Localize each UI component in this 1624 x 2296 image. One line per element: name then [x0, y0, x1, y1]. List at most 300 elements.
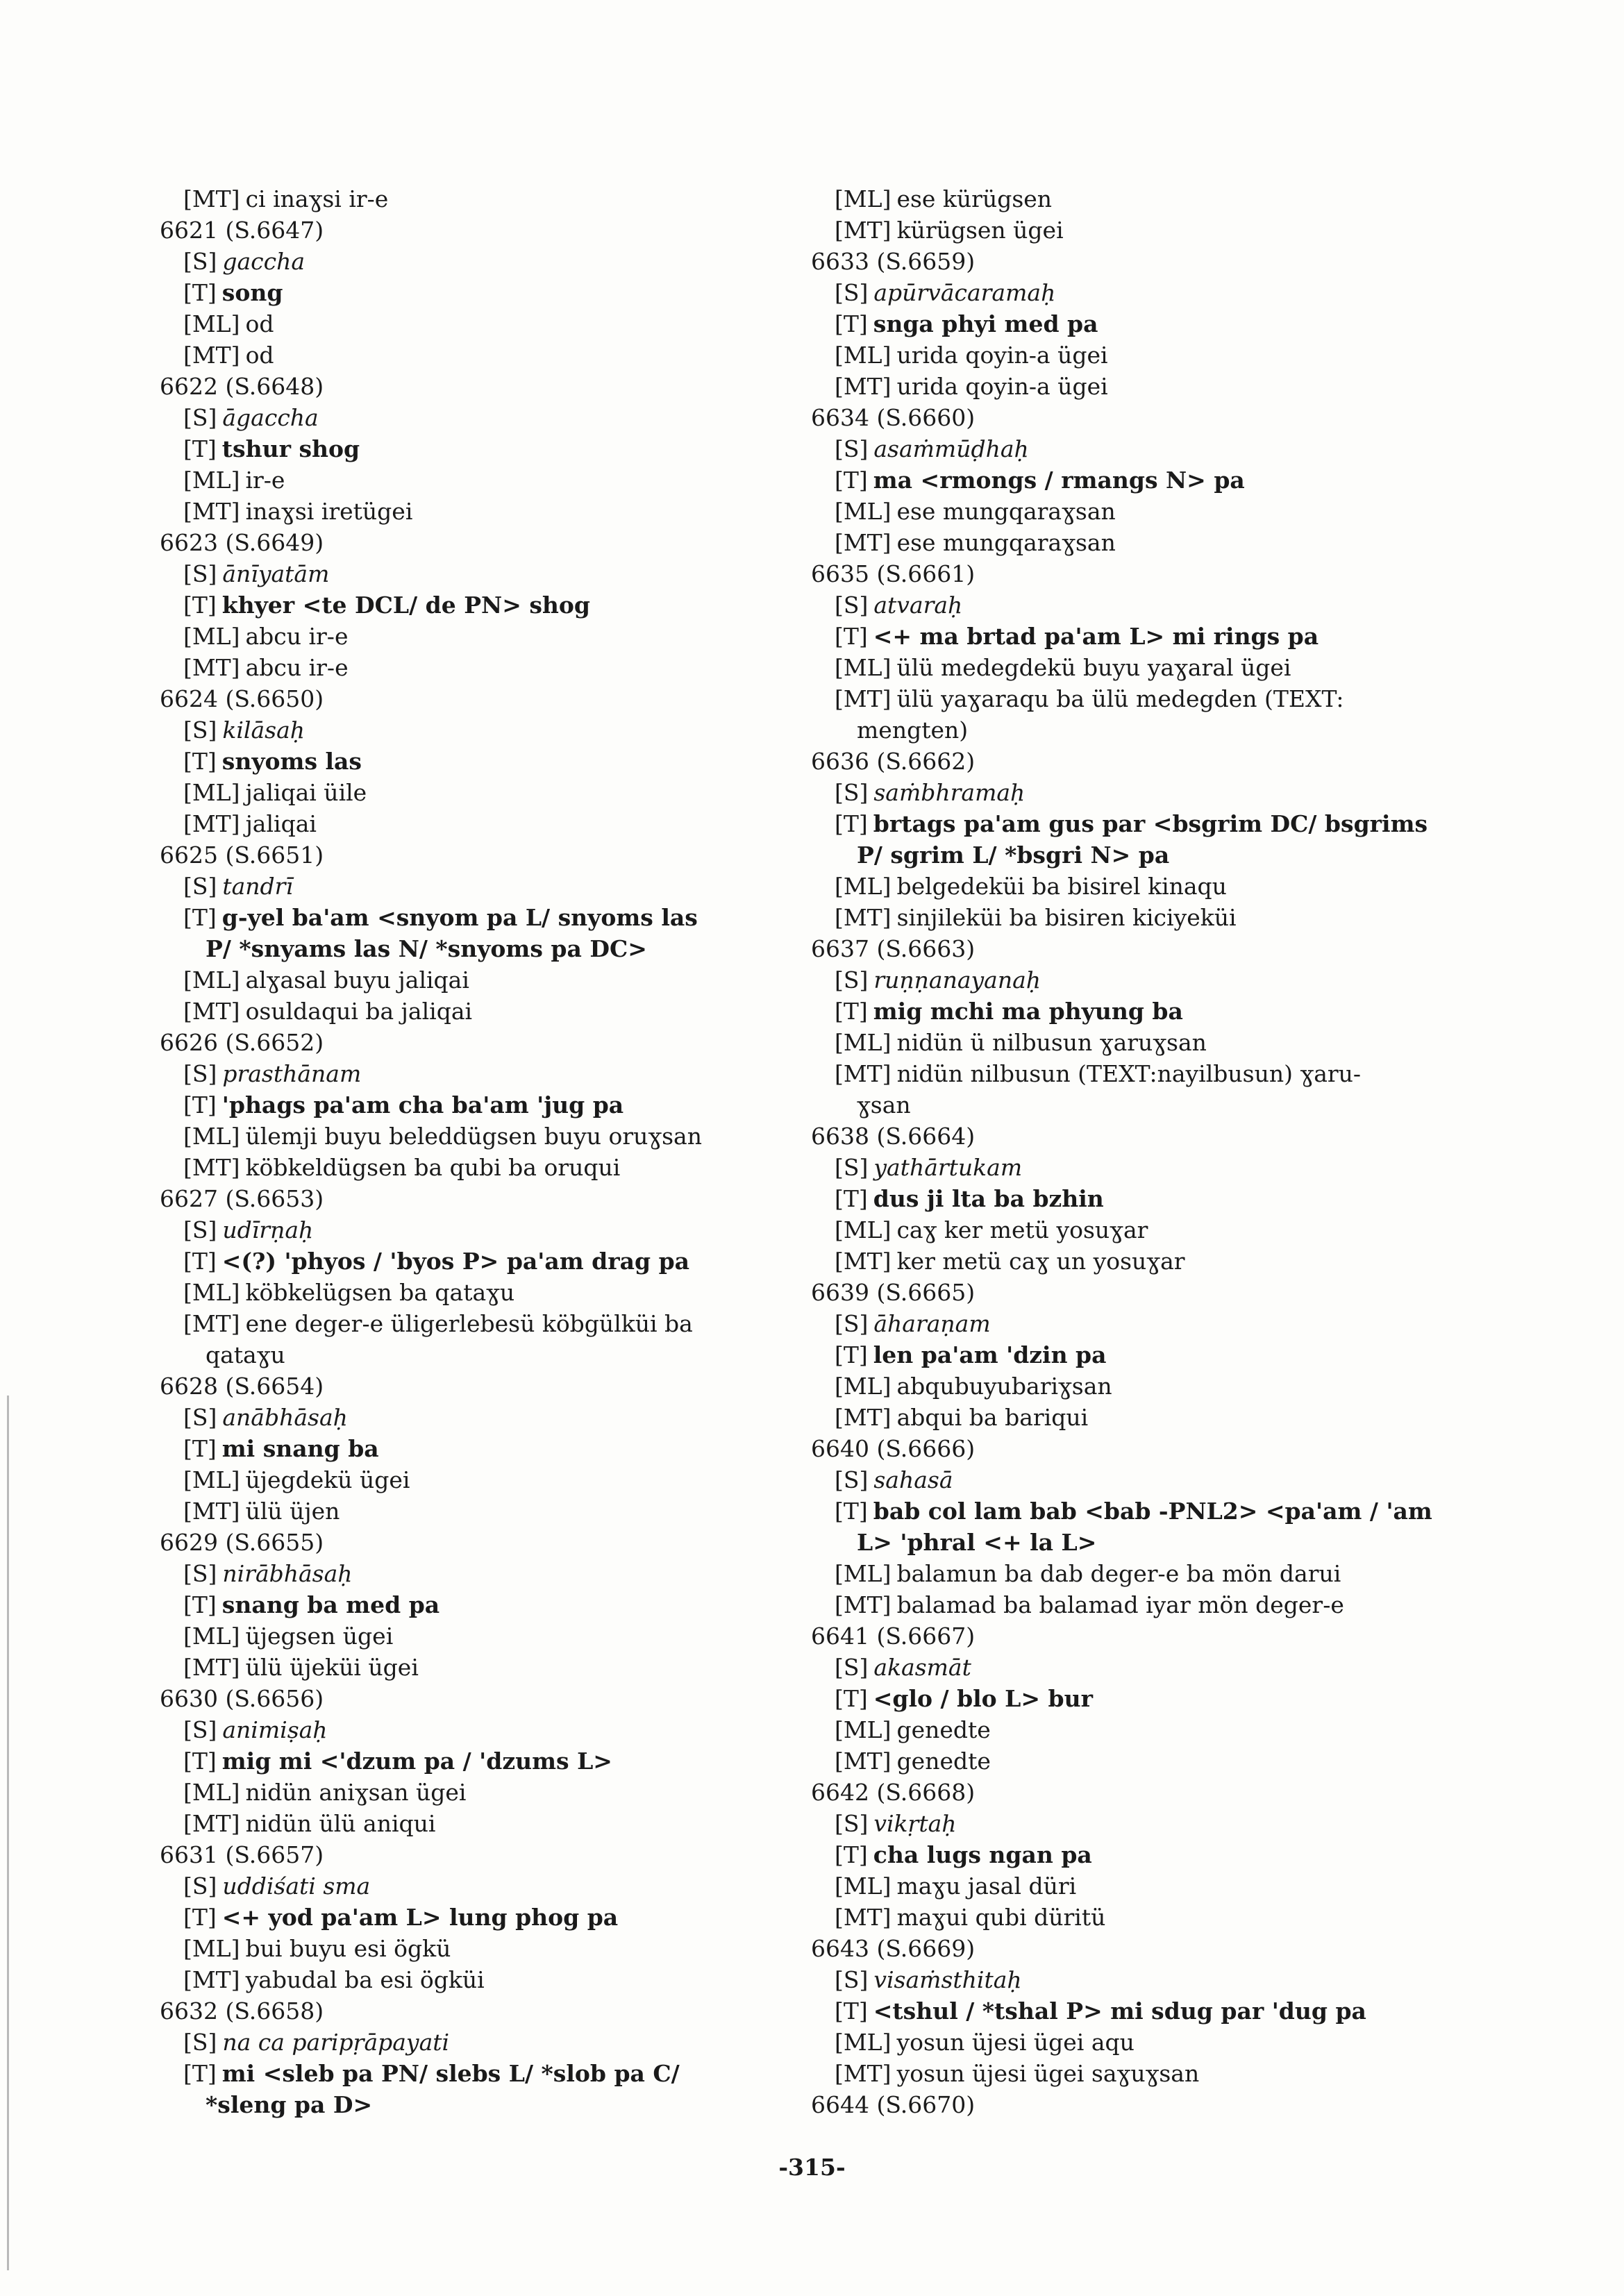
entry-text: nidün aniɣsan ügei	[245, 1779, 467, 1806]
entry-line	[160, 1933, 854, 1964]
entry-text: atvaraḥ	[873, 592, 963, 619]
entry-text: na ca paripṛāpayati	[222, 2029, 450, 2056]
language-tag: [MT]	[835, 1748, 891, 1775]
entry-text: snyoms las	[221, 748, 362, 775]
language-tag: [ML]	[183, 966, 240, 994]
entry-line	[160, 183, 854, 215]
entry-text: *sleng pa D>	[206, 2091, 373, 2118]
entry-line	[811, 1870, 1505, 1902]
language-tag: [T]	[183, 1904, 217, 1931]
entry-line	[160, 433, 854, 464]
entry-line	[811, 621, 1505, 652]
language-tag: [T]	[183, 2060, 217, 2087]
entry-text: abqubuyubariɣsan	[896, 1373, 1112, 1400]
entry-number: 6624 (S.6650)	[160, 685, 324, 712]
language-tag: [ML]	[835, 498, 891, 525]
entry-line	[160, 1433, 854, 1464]
language-tag: [ML]	[183, 1466, 240, 1493]
entry-text: mengten)	[857, 717, 969, 744]
entry-text: kürügsen ügei	[896, 217, 1064, 244]
language-tag: [MT]	[835, 1060, 891, 1087]
entry-line	[811, 1214, 1505, 1246]
language-tag: [ML]	[183, 1935, 240, 1962]
entry-line	[160, 308, 854, 340]
language-tag: [ML]	[835, 1716, 891, 1743]
entry-line	[811, 652, 1505, 683]
entry-text: mi snang ba	[221, 1435, 379, 1462]
entry-line	[811, 1652, 1505, 1683]
entry-line	[160, 464, 854, 496]
language-tag: [MT]	[835, 685, 891, 712]
entry-text: üjegsen ügei	[245, 1623, 394, 1650]
entry-text: len pa'am 'dzin pa	[873, 1341, 1107, 1368]
entry-text: animiṣaḥ	[222, 1716, 328, 1743]
entry-text: cha lugs ngan pa	[873, 1841, 1092, 1868]
language-tag: [S]	[835, 1154, 869, 1181]
entry-line	[160, 714, 854, 746]
entry-text: yosun üjesi ügei saɣuɣsan	[896, 2060, 1200, 2087]
language-tag: [S]	[835, 435, 869, 462]
language-tag: [S]	[835, 1654, 869, 1681]
entry-number: 6621 (S.6647)	[160, 217, 324, 244]
entry-text: ma <rmongs / rmangs N> pa	[873, 467, 1245, 494]
entry-number: 6643 (S.6669)	[811, 1935, 976, 1962]
entry-text: ülü üjeküi ügei	[245, 1654, 419, 1681]
language-tag: [MT]	[183, 342, 240, 369]
language-tag: [S]	[835, 1966, 869, 1993]
entry-line	[811, 371, 1505, 402]
entry-text: ese mungqaraɣsan	[896, 498, 1116, 525]
language-tag: [T]	[183, 1248, 217, 1275]
entry-number: 6640 (S.6666)	[811, 1435, 976, 1462]
language-tag: [S]	[183, 873, 217, 900]
language-tag: [S]	[183, 1560, 217, 1587]
entry-line	[811, 1339, 1505, 1371]
entry-line	[160, 996, 854, 1027]
language-tag: [S]	[183, 2029, 217, 2056]
entry-text: ülü medegdekü buyu yaɣaral ügei	[896, 654, 1291, 681]
entry-text: bui buyu esi ögkü	[245, 1935, 451, 1962]
entry-line	[811, 808, 1505, 839]
entry-continuation-line	[811, 1527, 1505, 1558]
entry-text: sinjileküi ba bisiren kiciyeküi	[896, 904, 1237, 931]
entry-line	[811, 1558, 1505, 1589]
entry-text: abqui ba bariqui	[896, 1404, 1089, 1431]
entry-text: urida qoyin-a ügei	[896, 373, 1108, 400]
language-tag: [S]	[183, 404, 217, 431]
language-tag: [T]	[183, 748, 217, 775]
entry-continuation-line	[811, 1089, 1505, 1121]
entry-line	[160, 1214, 854, 1246]
entry-text: tandrī	[222, 873, 294, 900]
entry-text: song	[221, 279, 283, 306]
entry-text: L> 'phral <+ la L>	[857, 1529, 1097, 1556]
language-tag: [ML]	[835, 654, 891, 681]
entry-text: 'phags pa'am cha ba'am 'jug pa	[221, 1091, 624, 1118]
entry-text: snga phyi med pa	[873, 310, 1098, 337]
entry-line	[160, 277, 854, 308]
entry-line	[160, 1495, 854, 1527]
entry-line	[160, 1589, 854, 1620]
language-tag: [MT]	[835, 1591, 891, 1618]
entry-line	[811, 1027, 1505, 1058]
entry-text: asaṁmūḍhaḥ	[873, 435, 1029, 462]
entry-number: 6631 (S.6657)	[160, 1841, 324, 1868]
entry-text: vikṛtaḥ	[873, 1810, 957, 1837]
entry-number: 6627 (S.6653)	[160, 1185, 324, 1212]
entry-number: 6635 (S.6661)	[811, 560, 976, 587]
language-tag: [MT]	[835, 1248, 891, 1275]
language-tag: [MT]	[183, 810, 240, 837]
entry-text: udīrṇaḥ	[222, 1216, 314, 1243]
entry-text: yathārtukam	[873, 1154, 1023, 1181]
entry-line	[160, 1464, 854, 1495]
entry-line	[811, 340, 1505, 371]
entry-continuation-line	[811, 714, 1505, 746]
entry-text: ese kürügsen	[896, 185, 1053, 212]
language-tag: [MT]	[183, 1966, 240, 1993]
entry-text: tshur shog	[221, 435, 360, 462]
language-tag: [ML]	[183, 1623, 240, 1650]
entry-text: bab col lam bab <bab -PNL2> <pa'am / 'am	[873, 1498, 1432, 1525]
entry-line	[811, 996, 1505, 1027]
entry-text: balamun ba dab deger-e ba mön darui	[896, 1560, 1341, 1587]
entry-line	[811, 1308, 1505, 1339]
language-tag: [S]	[183, 560, 217, 587]
entry-line	[160, 1152, 854, 1183]
entry-text: belgedeküi ba bisirel kinaqu	[896, 873, 1227, 900]
page-number: -315-	[778, 2154, 846, 2181]
entry-text: nirābhāsaḥ	[222, 1560, 353, 1587]
entry-line	[811, 2027, 1505, 2058]
entry-text: ānīyatām	[222, 560, 330, 587]
entry-number: 6636 (S.6662)	[811, 748, 976, 775]
language-tag: [S]	[183, 717, 217, 744]
entry-text: qataɣu	[206, 1341, 285, 1368]
entry-number: 6642 (S.6668)	[811, 1779, 976, 1806]
entry-line	[160, 1058, 854, 1089]
entry-text: snang ba med pa	[221, 1591, 440, 1618]
language-tag: [T]	[835, 1997, 868, 2025]
entry-text: mig mi <'dzum pa / 'dzums L>	[221, 1748, 612, 1775]
entry-text: āgaccha	[222, 404, 319, 431]
entry-text: visaṁsthitaḥ	[873, 1966, 1022, 1993]
language-tag: [T]	[835, 623, 868, 650]
entry-text: ci inaɣsi ir-e	[245, 185, 389, 212]
language-tag: [ML]	[183, 467, 240, 494]
entry-line	[811, 1839, 1505, 1870]
entry-text: genedte	[896, 1748, 991, 1775]
entry-line	[160, 777, 854, 808]
entry-text: alɣasal buyu jaliqai	[245, 966, 469, 994]
entry-line	[160, 1777, 854, 1808]
entry-line	[160, 1870, 854, 1902]
entry-line	[811, 1183, 1505, 1214]
entry-text: ülü yaɣaraqu ba ülü medegden (TEXT:	[896, 685, 1344, 712]
language-tag: [MT]	[835, 2060, 891, 2087]
entry-number: 6629 (S.6655)	[160, 1529, 324, 1556]
entry-line	[811, 1464, 1505, 1495]
entry-line	[160, 621, 854, 652]
entry-text: <glo / blo L> bur	[873, 1685, 1093, 1712]
entry-line	[811, 496, 1505, 527]
entry-line	[811, 277, 1505, 308]
language-tag: [T]	[183, 1591, 217, 1618]
entry-text: ɣsan	[857, 1091, 911, 1118]
language-tag: [MT]	[183, 1810, 240, 1837]
entry-line	[160, 1121, 854, 1152]
language-tag: [S]	[835, 1810, 869, 1837]
entry-line	[160, 1402, 854, 1433]
entry-line	[811, 1402, 1505, 1433]
entry-number: 6632 (S.6658)	[160, 1997, 324, 2025]
language-tag: [T]	[183, 1748, 217, 1775]
language-tag: [S]	[835, 279, 869, 306]
entry-text: akasmāt	[873, 1654, 971, 1681]
entry-line	[160, 652, 854, 683]
entry-text: maɣui qubi düritü	[896, 1904, 1106, 1931]
entry-line	[811, 964, 1505, 996]
entry-text: dus ji lta ba bzhin	[873, 1185, 1104, 1212]
language-tag: [ML]	[835, 873, 891, 900]
entry-line	[811, 1495, 1505, 1527]
entry-text: abcu ir-e	[245, 623, 349, 650]
entry-text: üjegdekü ügei	[245, 1466, 410, 1493]
entry-line	[160, 1308, 854, 1339]
entry-line	[811, 1808, 1505, 1839]
entry-text: gaccha	[222, 248, 305, 275]
entry-number: 6623 (S.6649)	[160, 529, 324, 556]
entry-text: ker metü caɣ un yosuɣar	[896, 1248, 1185, 1275]
language-tag: [ML]	[835, 2029, 891, 2056]
entry-number: 6633 (S.6659)	[811, 248, 976, 275]
entry-line	[160, 1558, 854, 1589]
entry-text: brtags pa'am gus par <bsgrim DC/ bsgrims	[873, 810, 1428, 837]
entry-text: mi <sleb pa PN/ slebs L/ *slob pa C/	[221, 2060, 680, 2087]
entry-text: ir-e	[245, 467, 285, 494]
entry-line	[811, 527, 1505, 558]
entry-line	[811, 1371, 1505, 1402]
language-tag: [ML]	[183, 310, 240, 337]
language-tag: [ML]	[835, 1872, 891, 1900]
language-tag: [MT]	[835, 529, 891, 556]
entry-continuation-line	[160, 933, 854, 964]
entry-text: ülemji buyu beleddügsen buyu oruɣsan	[245, 1123, 702, 1150]
entry-text: abcu ir-e	[245, 654, 349, 681]
entry-continuation-line	[160, 2089, 854, 2120]
entry-text: P/ *snyams las N/ *snyoms pa DC>	[206, 935, 647, 962]
entry-text: ülü üjen	[245, 1498, 340, 1525]
entry-text: od	[245, 310, 274, 337]
entry-text: <+ yod pa'am L> lung phog pa	[221, 1904, 619, 1931]
language-tag: [MT]	[183, 1154, 240, 1181]
left-column	[160, 183, 854, 2120]
entry-line	[160, 1714, 854, 1745]
entry-text: anābhāsaḥ	[222, 1404, 348, 1431]
language-tag: [S]	[835, 1310, 869, 1337]
entry-line	[160, 1277, 854, 1308]
language-tag: [MT]	[835, 1404, 891, 1431]
language-tag: [ML]	[183, 1279, 240, 1306]
margin-scan-line	[7, 1396, 9, 2270]
entry-text: khyer <te DCL/ de PN> shog	[221, 592, 591, 619]
language-tag: [MT]	[183, 1498, 240, 1525]
entry-number: 6637 (S.6663)	[811, 935, 976, 962]
language-tag: [MT]	[183, 654, 240, 681]
entry-number: 6644 (S.6670)	[811, 2091, 976, 2118]
entry-line	[160, 964, 854, 996]
entry-text: kilāsaḥ	[222, 717, 305, 744]
entry-line	[160, 1652, 854, 1683]
language-tag: [S]	[183, 1216, 217, 1243]
language-tag: [S]	[183, 1872, 217, 1900]
entry-line	[160, 1089, 854, 1121]
entry-text: caɣ ker metü yosuɣar	[896, 1216, 1148, 1243]
language-tag: [T]	[183, 435, 217, 462]
entry-text: köbkeldügsen ba qubi ba oruqui	[245, 1154, 621, 1181]
entry-text: jaliqai	[245, 810, 317, 837]
entry-line	[160, 871, 854, 902]
language-tag: [ML]	[835, 1029, 891, 1056]
entry-text: yabudal ba esi ögküi	[245, 1966, 485, 1993]
entry-text: ene deger-e üligerlebesü köbgülküi ba	[245, 1310, 693, 1337]
entry-line	[160, 496, 854, 527]
entry-line	[811, 1995, 1505, 2027]
entry-line	[811, 464, 1505, 496]
entry-line	[811, 1714, 1505, 1745]
entry-line	[160, 902, 854, 933]
entry-text: ruṇṇanayanaḥ	[873, 966, 1041, 994]
entry-text: <(?) 'phyos / 'byos P> pa'am drag pa	[221, 1248, 690, 1275]
entry-number: 6639 (S.6665)	[811, 1279, 976, 1306]
language-tag: [ML]	[835, 1560, 891, 1587]
language-tag: [T]	[835, 1341, 868, 1368]
language-tag: [MT]	[183, 998, 240, 1025]
entry-line	[160, 2027, 854, 2058]
language-tag: [ML]	[835, 185, 891, 212]
language-tag: [S]	[183, 1716, 217, 1743]
entry-line	[160, 1246, 854, 1277]
entry-text: P/ sgrim L/ *bsgri N> pa	[857, 841, 1170, 869]
language-tag: [T]	[835, 998, 868, 1025]
entry-text: sahasā	[873, 1466, 953, 1493]
entry-line	[811, 1246, 1505, 1277]
language-tag: [S]	[183, 248, 217, 275]
entry-line	[811, 589, 1505, 621]
language-tag: [S]	[835, 779, 869, 806]
entry-number: 6626 (S.6652)	[160, 1029, 324, 1056]
language-tag: [T]	[835, 1841, 868, 1868]
entry-line	[811, 1683, 1505, 1714]
entry-text: nidün nilbusun (TEXT:nayilbusun) ɣaru-	[896, 1060, 1362, 1087]
language-tag: [ML]	[183, 1779, 240, 1806]
entry-line	[160, 589, 854, 621]
language-tag: [T]	[835, 310, 868, 337]
entry-number: 6625 (S.6651)	[160, 841, 324, 869]
entry-line	[811, 1964, 1505, 1995]
entry-line	[160, 1964, 854, 1995]
entry-continuation-line	[160, 1339, 854, 1371]
entry-line	[160, 1745, 854, 1777]
entry-line	[811, 871, 1505, 902]
entry-text: balamad ba balamad iyar mön deger-e	[896, 1591, 1344, 1618]
entry-number: 6638 (S.6664)	[811, 1123, 976, 1150]
language-tag: [ML]	[835, 1373, 891, 1400]
entry-line	[811, 1058, 1505, 1089]
language-tag: [T]	[183, 592, 217, 619]
entry-number: 6628 (S.6654)	[160, 1373, 324, 1400]
entry-line	[160, 1902, 854, 1933]
entry-line	[811, 183, 1505, 215]
entry-line	[811, 683, 1505, 714]
entry-line	[160, 558, 854, 589]
language-tag: [T]	[183, 904, 217, 931]
language-tag: [T]	[183, 1435, 217, 1462]
entry-line	[811, 777, 1505, 808]
entry-line	[160, 746, 854, 777]
entry-text: mig mchi ma phyung ba	[873, 998, 1183, 1025]
entry-line	[811, 2058, 1505, 2089]
language-tag: [S]	[183, 1060, 217, 1087]
entry-text: yosun üjesi ügei aqu	[896, 2029, 1135, 2056]
entry-line	[811, 1745, 1505, 1777]
entry-text: osuldaqui ba jaliqai	[245, 998, 473, 1025]
language-tag: [T]	[183, 279, 217, 306]
language-tag: [S]	[835, 1466, 869, 1493]
entry-line	[811, 1589, 1505, 1620]
entry-line	[160, 1620, 854, 1652]
right-column	[811, 183, 1505, 2120]
entry-text: saṁbhramaḥ	[873, 779, 1026, 806]
entry-text: genedte	[896, 1716, 991, 1743]
entry-text: jaliqai üile	[245, 779, 367, 806]
language-tag: [MT]	[183, 1654, 240, 1681]
entry-line	[811, 308, 1505, 340]
entry-text: uddiśati sma	[222, 1872, 371, 1900]
language-tag: [ML]	[835, 1216, 891, 1243]
entry-line	[160, 340, 854, 371]
entry-text: köbkelügsen ba qataɣu	[245, 1279, 515, 1306]
language-tag: [T]	[835, 810, 868, 837]
entry-text: g-yel ba'am <snyom pa L/ snyoms las	[221, 904, 698, 931]
entry-text: <tshul / *tshal P> mi sdug par 'dug pa	[873, 1997, 1366, 2025]
entry-line	[811, 1152, 1505, 1183]
language-tag: [T]	[835, 1685, 868, 1712]
entry-line	[160, 2058, 854, 2089]
entry-text: od	[245, 342, 274, 369]
entry-text: inaɣsi iretügei	[245, 498, 413, 525]
language-tag: [S]	[835, 966, 869, 994]
language-tag: [MT]	[183, 185, 240, 212]
entry-text: maɣu jasal düri	[896, 1872, 1077, 1900]
language-tag: [MT]	[835, 373, 891, 400]
language-tag: [T]	[835, 1498, 868, 1525]
entry-text: nidün ülü aniqui	[245, 1810, 436, 1837]
language-tag: [ML]	[183, 779, 240, 806]
entry-line	[160, 808, 854, 839]
entry-text: ese mungqaraɣsan	[896, 529, 1116, 556]
entry-number: 6622 (S.6648)	[160, 373, 324, 400]
entry-text: urida qoyin-a ügei	[896, 342, 1108, 369]
language-tag: [MT]	[835, 904, 891, 931]
entry-number: 6630 (S.6656)	[160, 1685, 324, 1712]
entry-line	[160, 402, 854, 433]
entry-number: 6641 (S.6667)	[811, 1623, 976, 1650]
entry-text: apūrvācaramaḥ	[873, 279, 1056, 306]
entry-text: <+ ma brtad pa'am L> mi rings pa	[873, 623, 1319, 650]
entry-text: prasthānam	[222, 1060, 362, 1087]
language-tag: [ML]	[183, 623, 240, 650]
